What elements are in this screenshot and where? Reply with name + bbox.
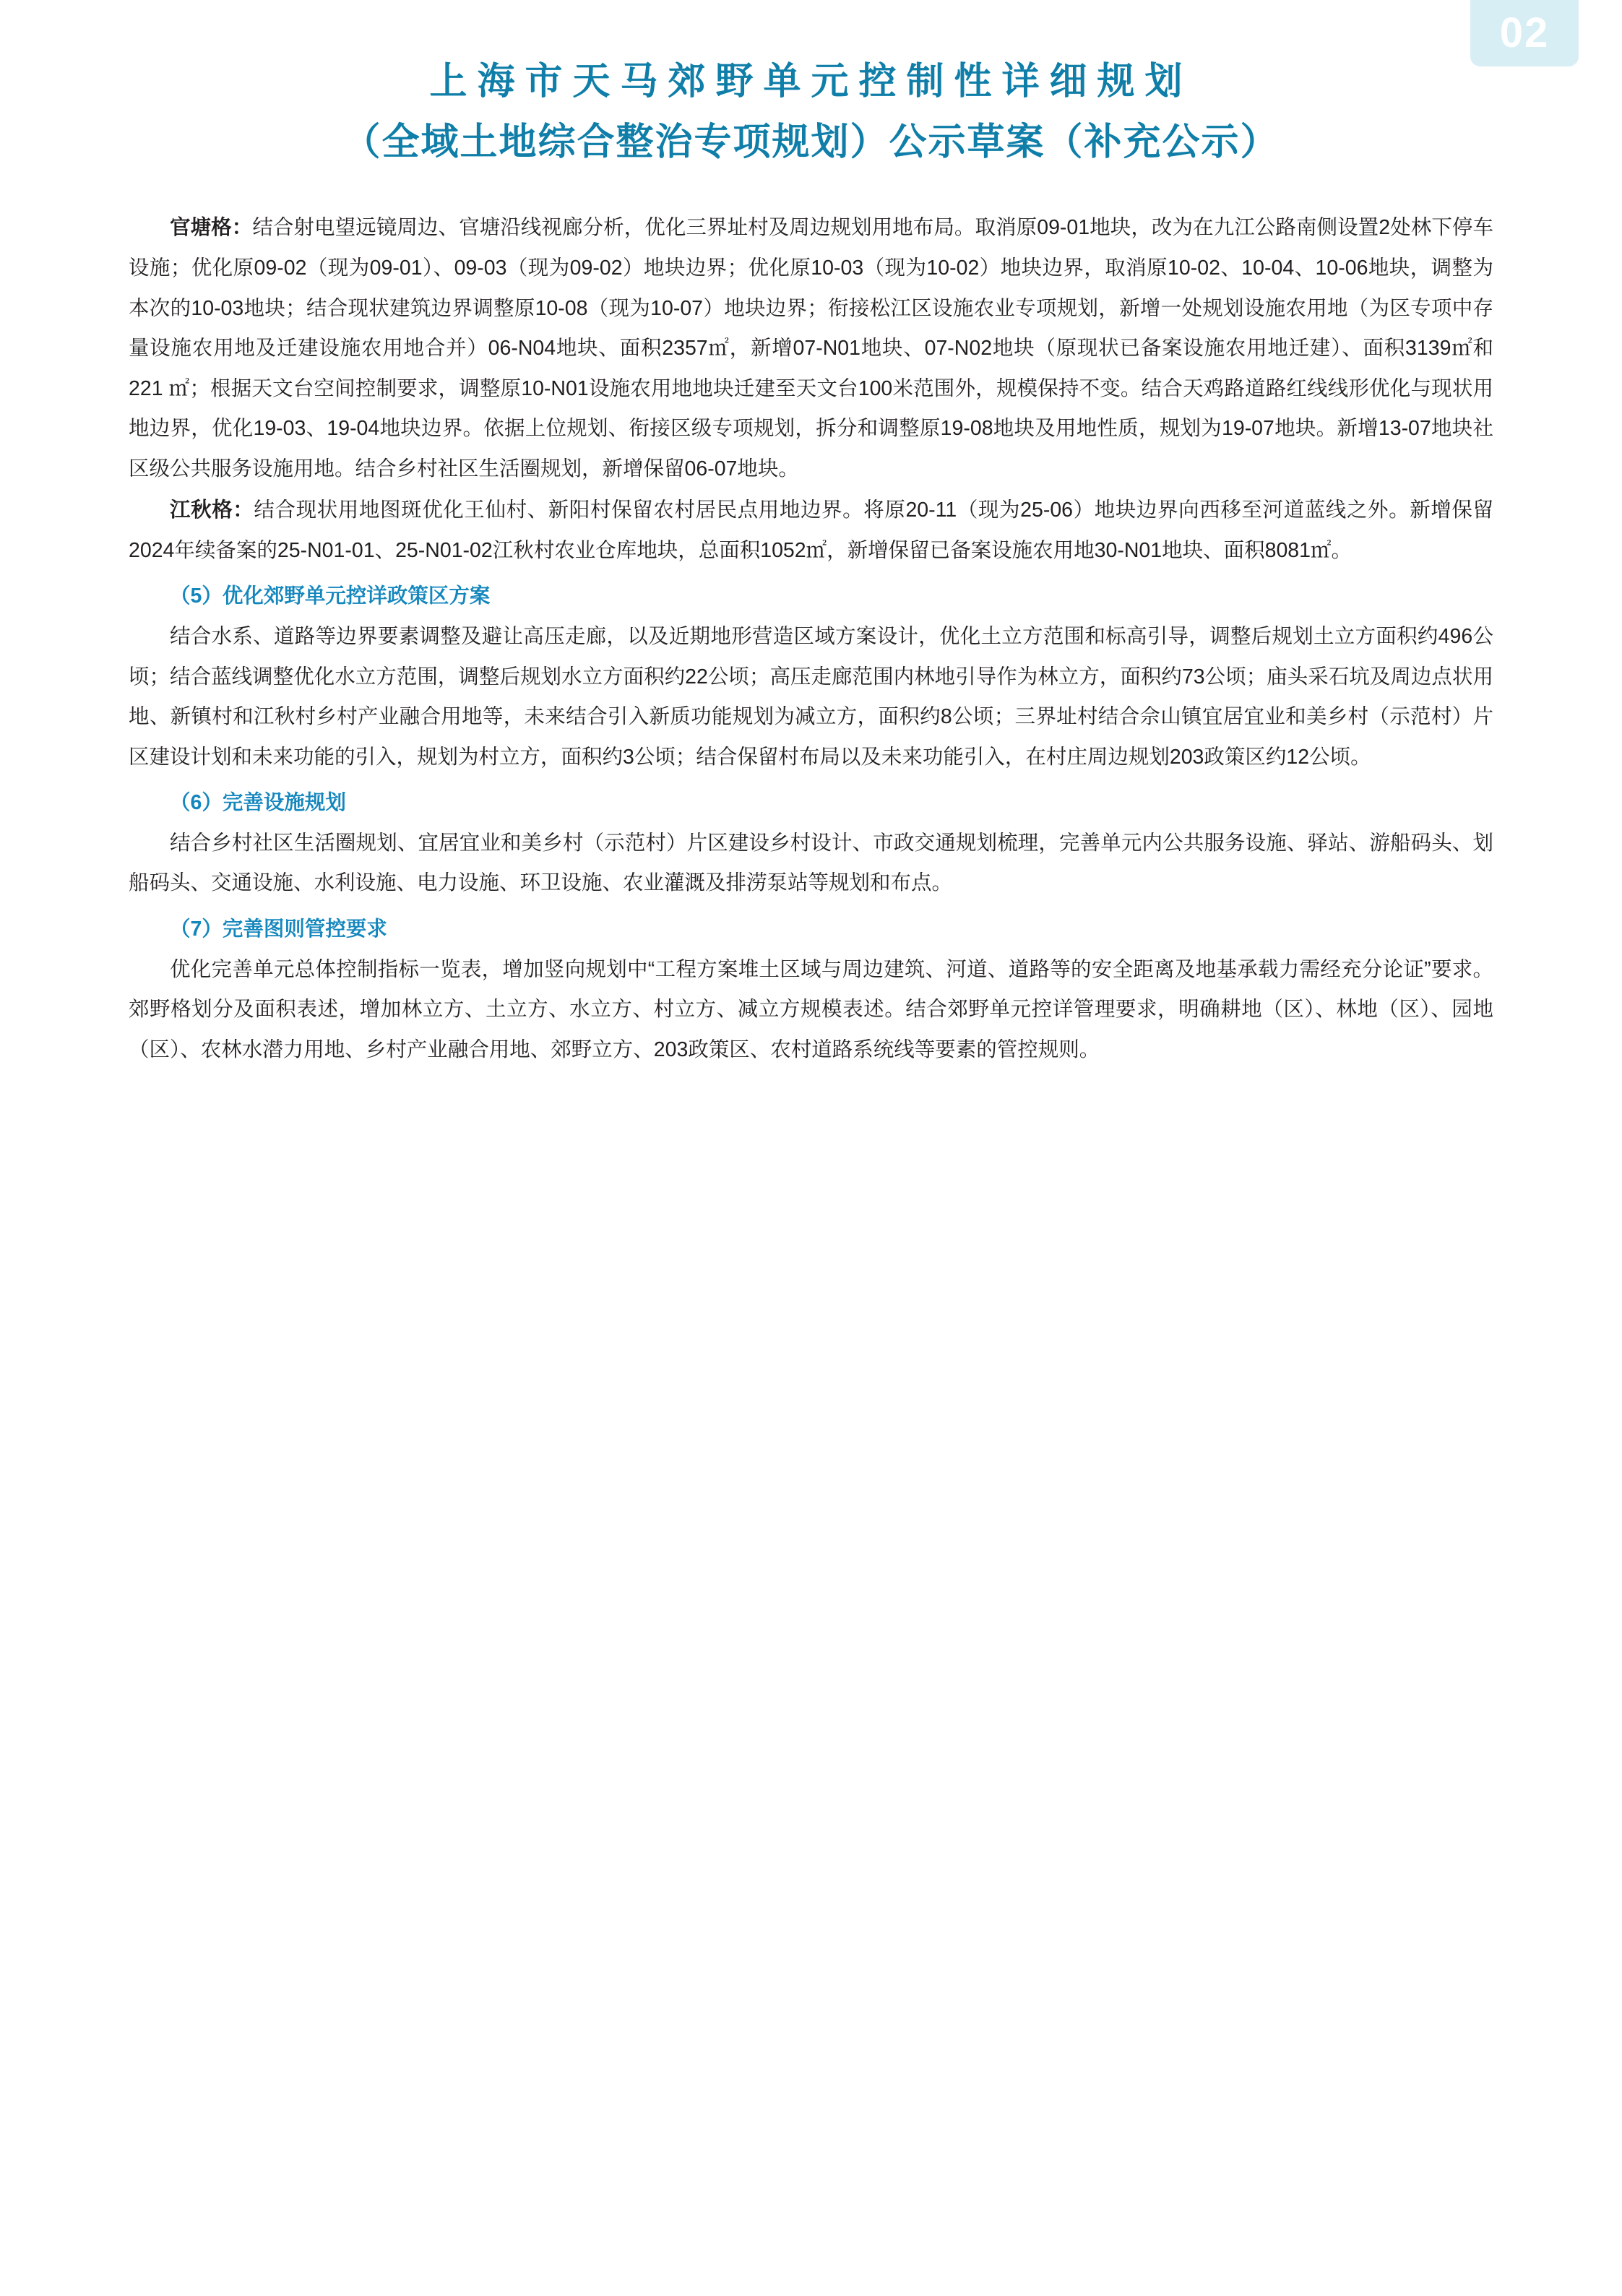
paragraph-jiangqiu-ge — [129, 491, 1493, 571]
page-title-line1: 上海市天马郊野单元控制性详细规划 — [429, 61, 1193, 103]
section-text-7: 优化完善单元总体控制指标一览表，增加竖向规划中“工程方案堆土区域与周边建筑、河道、道路等的安全距离及地基承载力需经充分论证”要求。郊野格划分及面积表述，增加林立方、土立方、水立方、村立方、减立方规模表述。结合郊野单元控详管理要求，明确耕地（区）、林地（区）、园地（区）、农林水潜力用地、乡村产业融合用地、郊野立方、203政策区、农村道路系统线等要素的管控规则。 — [129, 957, 1493, 1061]
section-text-6: 结合乡村社区生活圈规划、宜居宜业和美乡村（示范村）片区建设乡村设计、市政交通规划梳理，完善单元内公共服务设施、驿站、游船码头、划船码头、交通设施、水利设施、电力设施、环卫设施、农业灌溉及排涝泵站等规划和布点。 — [129, 831, 1493, 895]
document-header — [0, 0, 1622, 168]
paragraph-lead-guantang: 官塘格： — [170, 216, 253, 240]
page-title-line2: （全域土地综合整治专项规划）公示草案（补充公示） — [342, 121, 1280, 164]
document-body — [129, 208, 1493, 1070]
section-heading-6: （6）完善设施规划 — [170, 791, 346, 815]
paragraph-text-jiangqiu: 结合现状用地图斑优化王仙村、新阳村保留农村居民点用地边界。将原20-11（现为25-06）地块边界向西移至河道蓝线之外。新增保留2024年续备案的25-N01-01、25-N01-02江秋村农业仓库地块，总面积1052㎡，新增保留已备案设施农用地30-N01地块、面积8081㎡。 — [129, 499, 1493, 562]
section-heading-7: （7）完善图则管控要求 — [170, 917, 387, 941]
section-text-5: 结合水系、道路等边界要素调整及避让高压走廊，以及近期地形营造区域方案设计，优化土立方范围和标高引导，调整后规划土立方面积约496公顷；结合蓝线调整优化水立方范围，调整后规划水立方面积约22公顷；高压走廊范围内林地引导作为林立方，面积约73公顷；庙头采石坑及周边点状用地、新镇村和江秋村乡村产业融合用地等，未来结合引入新质功能规划为减立方，面积约8公顷；三界址村结合佘山镇宜居宜业和美乡村（示范村）片区建设计划和未来功能的引入，规划为村立方，面积约3公顷；结合保留村布局以及未来功能引入，在村庄周边规划203政策区约12公顷。 — [129, 625, 1493, 769]
paragraph-guantang-ge — [129, 208, 1493, 489]
paragraph-text-guantang: 结合射电望远镜周边、官塘沿线视廊分析，优化三界址村及周边规划用地布局。取消原09-01地块，改为在九江公路南侧设置2处林下停车设施；优化原09-02（现为09-01）、09-03（现为09-02）地块边界；优化原10-03（现为10-02）地块边界，取消原10-02、10-04、10-06地块，调整为本次的10-03地块；结合现状建筑边界调整原10-08（现为10-07）地块边界；衔接松江区设施农业专项规划，新增一处规划设施农用地（为区专项中存量设施农用地及迁建设施农用地合并）06-N04地块、面积2357㎡，新增07-N01地块、07-N02地块（原现状已备案设施农用地迁建）、面积3139㎡和221 ㎡；根据天文台空间控制要求，调整原10-N01设施农用地地块迁建至天文台100米范围外，规模保持不变。结合天鸡路道路红线线形优化与现状用地边界，优化19-03、19-04地块边界。依据上位规划、衔接区级专项规划，拆分和调整原19-08地块及用地性质，规划为19-07地块。新增13-07地块社区级公共服务设施用地。结合乡村社区生活圈规划，新增保留06-07地块。 — [129, 216, 1493, 480]
section-heading-5: （5）优化郊野单元控详政策区方案 — [170, 584, 491, 608]
page-number-text: 02 — [1499, 9, 1550, 56]
page-number-badge — [1470, 0, 1579, 66]
paragraph-lead-jiangqiu: 江秋格： — [170, 499, 254, 522]
